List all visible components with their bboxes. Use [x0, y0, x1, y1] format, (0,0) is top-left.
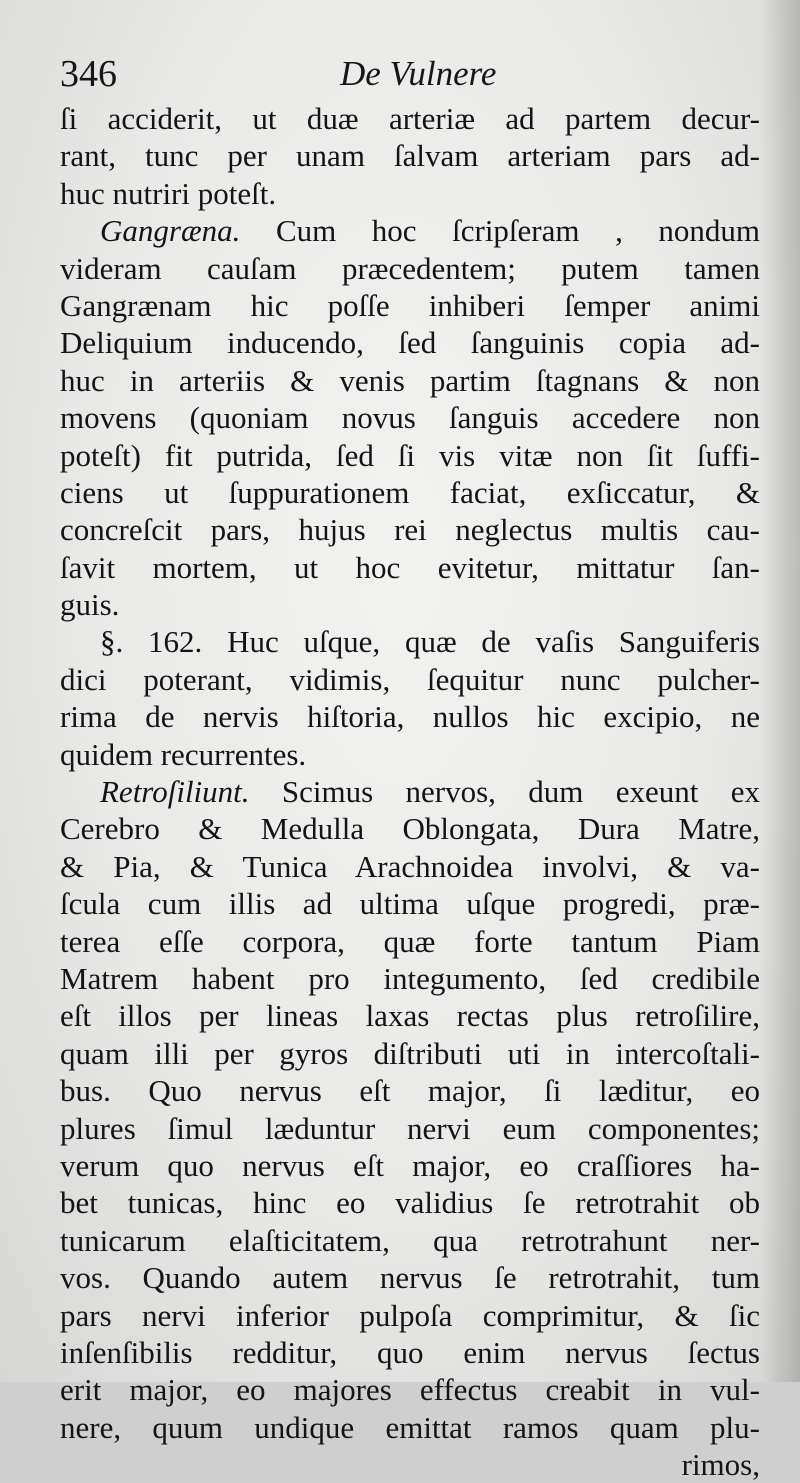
text-line: ſavit mortem, ut hoc evitetur, mittatur ſan-: [60, 549, 760, 585]
text-line: quidem recurrentes.: [60, 736, 307, 772]
text-line: erit major, eo majores effectus creabit in vul-: [60, 1372, 760, 1408]
text-line: Retroſiliunt. Scimus nervos, dum exeunt ex: [100, 774, 760, 810]
marginal-keyword-retrosiliunt: Retroſiliunt.: [100, 774, 250, 810]
text-line: quam illi per gyros diſtributi uti in intercoſtali-: [60, 1035, 760, 1071]
text-line: vos. Quando autem nervus ſe retrotrahit, tum: [60, 1260, 760, 1296]
text-line: Cerebro & Medulla Oblongata, Dura Matre,: [60, 811, 760, 847]
page-number: 346: [60, 53, 117, 95]
text-line: Matrem habent pro integumento, ſed credibile: [60, 960, 760, 996]
text-line: bus. Quo nervus eſt major, ſi læditur, eo: [60, 1073, 760, 1109]
body-text: [60, 100, 760, 1483]
section-heading-line: §. 162. Huc uſque, quæ de vaſis Sanguiferis: [100, 624, 760, 660]
text-line: Gangræna. Cum hoc ſcripſeram , nondum: [100, 213, 760, 249]
text-line: terea eſſe corpora, quæ forte tantum Piam: [60, 923, 760, 959]
text-line: ſi acciderit, ut duæ arteriæ ad partem decur-: [60, 101, 760, 136]
text-line: pars nervi inferior pulpoſa comprimitur, & ſic: [60, 1297, 760, 1333]
text-line: Deliquium inducendo, ſed ſanguinis copia ad-: [60, 325, 760, 361]
text-line: ſcula cum illis ad ultima uſque progredi, præ-: [60, 886, 760, 922]
text-line: & Pia, & Tunica Arachnoidea involvi, & va-: [60, 848, 760, 884]
text-line: huc in arteriis & venis partim ſtagnans & non: [60, 362, 760, 398]
text-line: dici poterant, vidimis, ſequitur nunc pulcher-: [60, 661, 760, 697]
text-line: ciens ut ſuppurationem faciat, exſiccatur, &: [60, 474, 760, 510]
text-line: nere, quum undique emittat ramos quam plu-: [60, 1409, 760, 1445]
text-line: movens (quoniam novus ſanguis accedere non: [60, 400, 760, 436]
text-line: rima de nervis hiſtoria, nullos hic excipio, ne: [60, 699, 760, 735]
text-line: rant, tunc per unam ſalvam arteriam pars ad-: [60, 138, 760, 174]
text-line: bet tunicas, hinc eo validius ſe retrotrahit ob: [60, 1185, 760, 1221]
text-line: eſt illos per lineas laxas rectas plus retroſilire,: [60, 998, 760, 1034]
text-line: tunicarum elaſticitatem, qua retrotrahunt ner-: [60, 1222, 760, 1258]
text-line: inſenſibilis redditur, quo enim nervus ſectus: [60, 1334, 760, 1370]
text-line: huc nutriri poteſt.: [60, 175, 277, 211]
running-head: De Vulnere: [340, 54, 497, 93]
text-line: plures ſimul læduntur nervi eum componentes;: [60, 1110, 760, 1146]
text-line: poteſt) fit putrida, ſed ſi vis vitæ non ſit ſuffi-: [60, 437, 760, 473]
text-line: concreſcit pars, hujus rei neglectus multis cau-: [60, 512, 760, 548]
marginal-keyword-gangraena: Gangræna.: [100, 213, 241, 249]
binding-shadow: [760, 0, 800, 1382]
page-header: [60, 50, 760, 102]
text-line: guis.: [60, 587, 120, 623]
text-line: videram cauſam præcedentem; putem tamen: [60, 250, 760, 286]
catchword: rimos,: [681, 1447, 760, 1483]
text-line: verum quo nervus eſt major, eo craſſiores ha-: [60, 1147, 760, 1183]
text-line: Gangrænam hic poſſe inhiberi ſemper animi: [60, 287, 760, 323]
